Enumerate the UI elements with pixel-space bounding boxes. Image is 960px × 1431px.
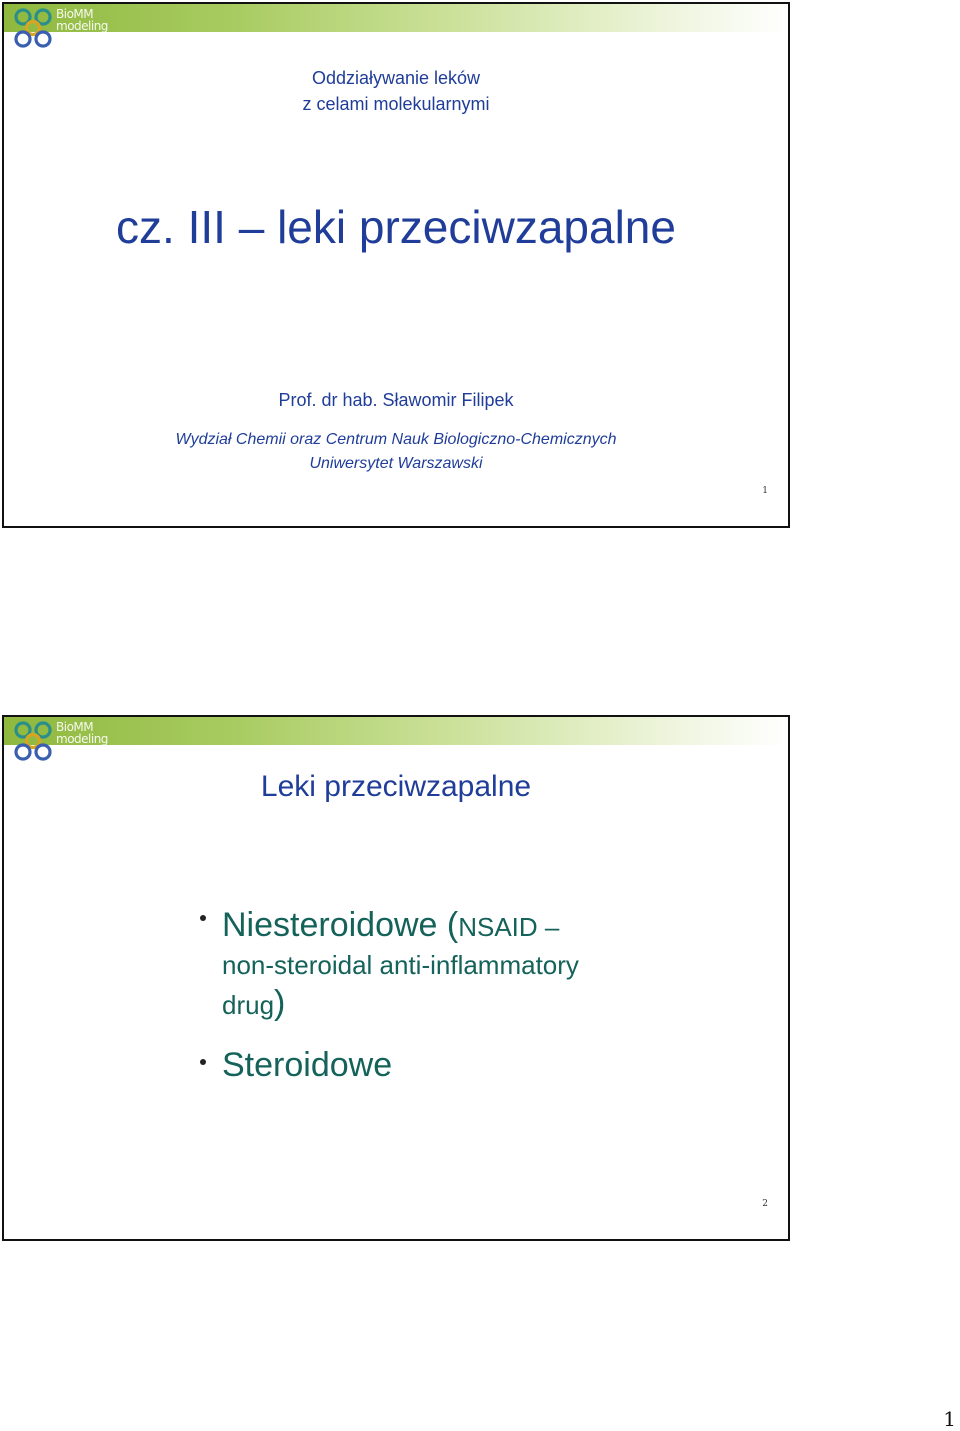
affiliation: Wydział Chemii oraz Centrum Nauk Biologiczno-Chemicznych Uniwersytet Warszawski bbox=[175, 431, 617, 472]
slide-title: cz. III – leki przeciwzapalne bbox=[116, 201, 676, 253]
slide-2 bbox=[2, 715, 790, 1241]
bullet-icon bbox=[200, 1059, 206, 1065]
logo-text: BioMM modeling bbox=[56, 7, 108, 33]
bullet-line: drug) bbox=[222, 984, 286, 1022]
slide-number: 2 bbox=[762, 1199, 768, 1209]
page-number: 1 bbox=[943, 1407, 956, 1431]
bullet-line: Niesteroidowe (NSAID – bbox=[222, 906, 560, 944]
subtitle: Oddziaływanie leków z celami molekularnymi bbox=[302, 68, 490, 114]
logo-text: BioMM modeling bbox=[56, 720, 108, 746]
bullet-line: Steroidowe bbox=[222, 1046, 393, 1084]
bullet-item-nsaid bbox=[200, 905, 760, 1025]
slide-1 bbox=[2, 2, 790, 528]
bullet-line: non-steroidal anti-inflammatory bbox=[222, 950, 579, 980]
slide-number: 1 bbox=[762, 486, 768, 496]
author: Prof. dr hab. Sławomir Filipek bbox=[278, 390, 514, 410]
bullet-icon bbox=[200, 915, 206, 921]
bullet-item-steroids bbox=[200, 1043, 760, 1087]
bullet-list bbox=[200, 905, 760, 1105]
slide-title: Leki przeciwzapalne bbox=[260, 770, 532, 803]
